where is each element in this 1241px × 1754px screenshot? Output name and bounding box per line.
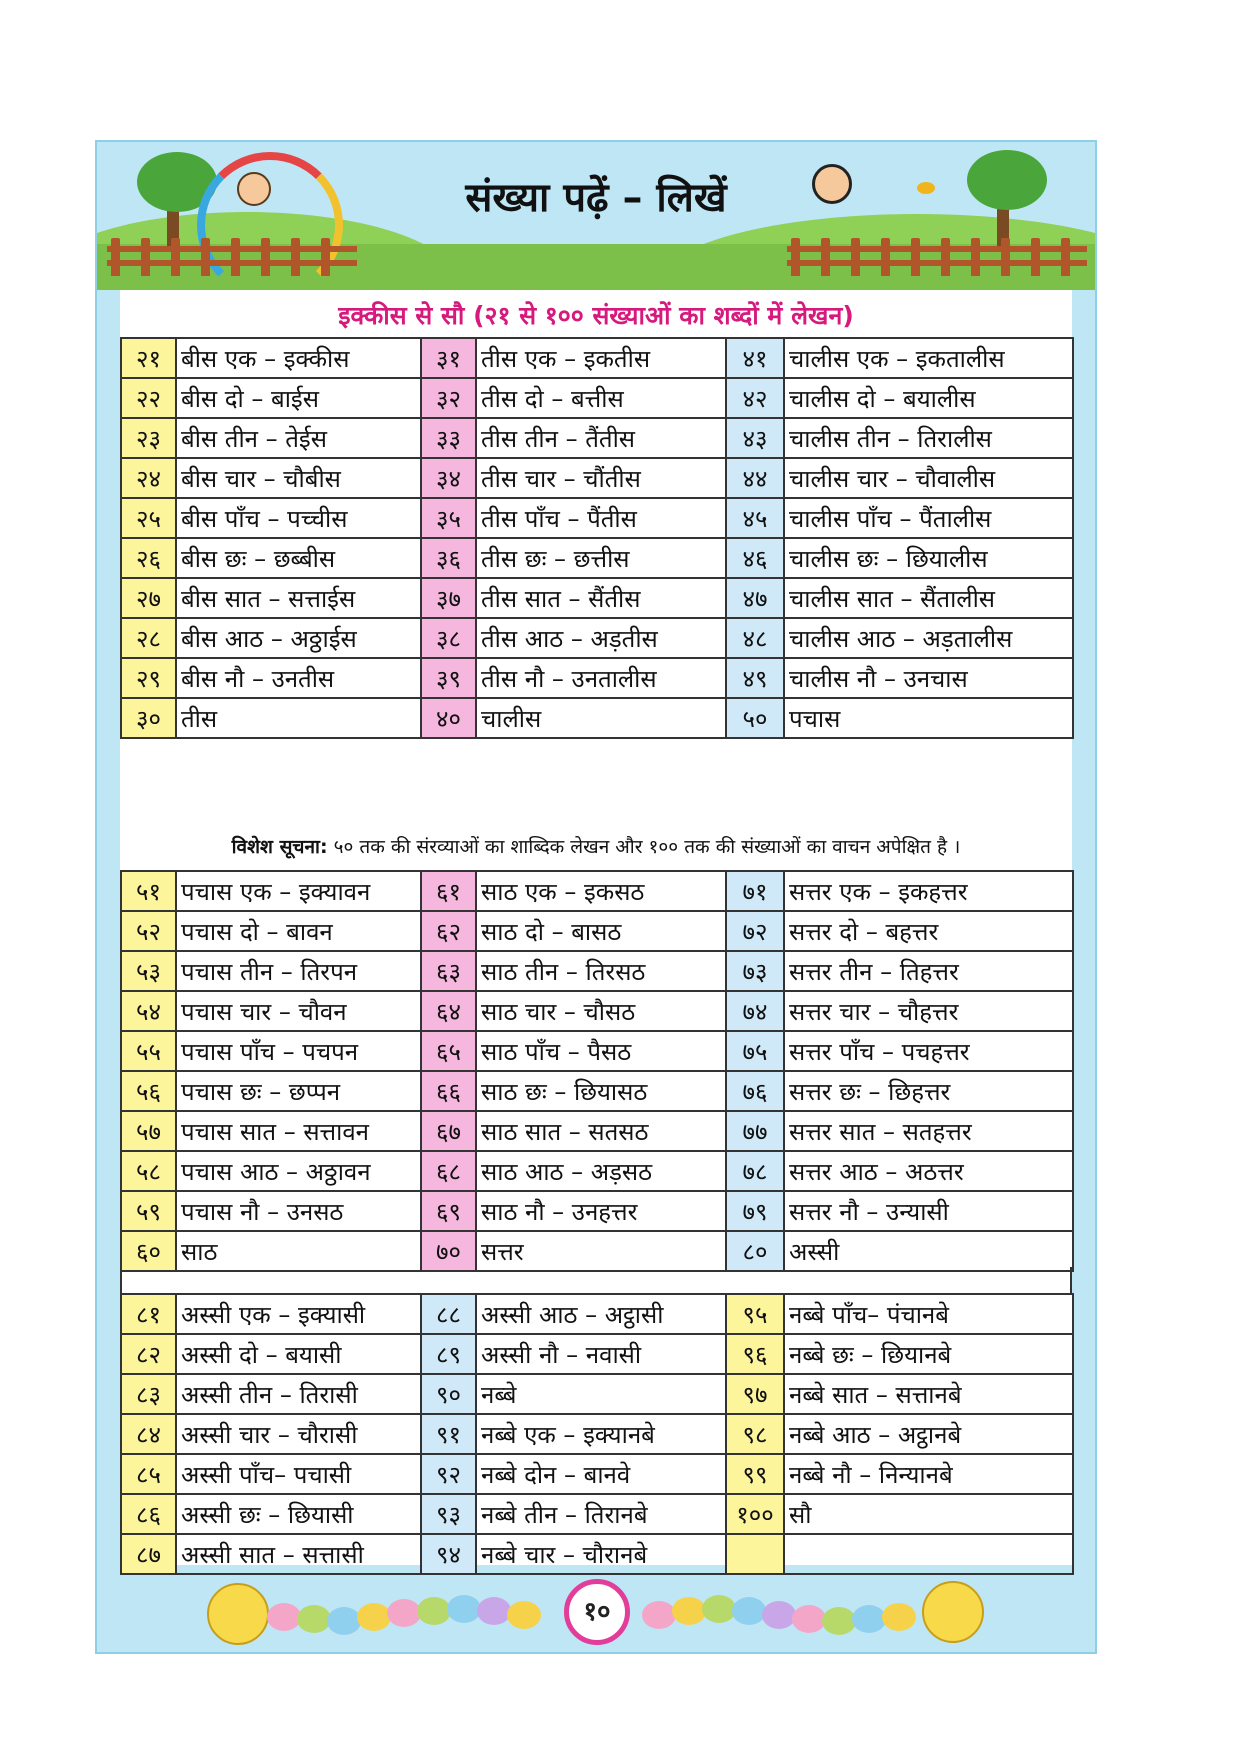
fence-post (821, 238, 830, 276)
number-cell: ८७ (121, 1534, 176, 1574)
words-cell: तीस एक – इकतीस (476, 338, 726, 378)
number-cell: ८६ (121, 1494, 176, 1534)
words-cell: अस्सी छः – छियासी (176, 1494, 421, 1534)
number-cell: ४८ (726, 618, 784, 658)
number-cell: ८१ (121, 1294, 176, 1334)
number-cell: १०० (726, 1494, 784, 1534)
words-cell: तीस तीन – तैंतीस (476, 418, 726, 458)
words-cell: तीस (176, 698, 421, 738)
table-row (121, 1231, 1073, 1271)
number-cell: ८८ (421, 1294, 476, 1334)
number-cell: ७४ (726, 991, 784, 1031)
words-cell: बीस नौ – उनतीस (176, 658, 421, 698)
words-cell: पचास एक – इक्यावन (176, 871, 421, 911)
words-cell: साठ (176, 1231, 421, 1271)
bead-icon (792, 1605, 826, 1633)
fence-post (1001, 238, 1010, 276)
words-cell: चालीस चार – चौवालीस (784, 458, 1073, 498)
number-cell: ५६ (121, 1071, 176, 1111)
note-text: ५० तक की संरव्याओं का शाब्दिक लेखन और १०० तक की संख्याओं का वाचन अपेक्षित है । (327, 836, 961, 858)
words-cell: सत्तर सात – सतहत्तर (784, 1111, 1073, 1151)
table-row (121, 1334, 1073, 1374)
page-frame (95, 140, 1097, 1654)
number-cell: ९२ (421, 1454, 476, 1494)
words-cell: नब्बे सात – सत्तानबे (784, 1374, 1073, 1414)
words-cell: चालीस नौ – उनचास (784, 658, 1073, 698)
words-cell: अस्सी नौ – नवासी (476, 1334, 726, 1374)
number-cell: ३८ (421, 618, 476, 658)
number-cell: ४५ (726, 498, 784, 538)
words-cell: सत्तर पाँच – पचहत्तर (784, 1031, 1073, 1071)
number-cell: ७७ (726, 1111, 784, 1151)
words-cell: पचास दो – बावन (176, 911, 421, 951)
fence-post (881, 238, 890, 276)
table-row (121, 658, 1073, 698)
bead-icon (642, 1601, 676, 1629)
number-cell: ५० (726, 698, 784, 738)
number-cell: ६९ (421, 1191, 476, 1231)
number-cell: ५९ (121, 1191, 176, 1231)
number-cell: २७ (121, 578, 176, 618)
words-cell: अस्सी तीन – तिरासी (176, 1374, 421, 1414)
words-cell: अस्सी एक – इक्यासी (176, 1294, 421, 1334)
number-cell: २४ (121, 458, 176, 498)
words-cell: नब्बे तीन – तिरानबे (476, 1494, 726, 1534)
words-cell: साठ दो – बासठ (476, 911, 726, 951)
words-cell: अस्सी सात – सत्तासी (176, 1534, 421, 1574)
number-cell: ८२ (121, 1334, 176, 1374)
special-note (120, 825, 1072, 869)
number-cell: ३२ (421, 378, 476, 418)
words-cell: साठ आठ – अड़सठ (476, 1151, 726, 1191)
words-cell: अस्सी (784, 1231, 1073, 1271)
number-cell: ६० (121, 1231, 176, 1271)
table-row (121, 378, 1073, 418)
words-cell: सत्तर (476, 1231, 726, 1271)
words-cell: सत्तर एक – इकहत्तर (784, 871, 1073, 911)
bead-icon (297, 1605, 331, 1633)
table-row (121, 1071, 1073, 1111)
words-cell: पचास पाँच – पचपन (176, 1031, 421, 1071)
number-cell: ९० (421, 1374, 476, 1414)
fence-post (1061, 238, 1070, 276)
number-cell: ३६ (421, 538, 476, 578)
caterpillar-face-icon (922, 1581, 984, 1643)
number-cell: ७१ (726, 871, 784, 911)
words-cell: नब्बे चार – चौरानबे (476, 1534, 726, 1574)
words-cell: बीस दो – बाईस (176, 378, 421, 418)
number-cell: ९९ (726, 1454, 784, 1494)
fence-post (201, 238, 210, 276)
bead-icon (822, 1607, 856, 1635)
number-cell: ३० (121, 698, 176, 738)
number-cell: ४७ (726, 578, 784, 618)
bead-icon (762, 1601, 796, 1629)
numbers-table-21-50 (120, 337, 1074, 739)
fence-post (141, 238, 150, 276)
words-cell: साठ पाँच – पैसठ (476, 1031, 726, 1071)
words-cell: तीस नौ – उनतालीस (476, 658, 726, 698)
fence-post (321, 238, 330, 276)
words-cell: साठ छः – छियासठ (476, 1071, 726, 1111)
number-cell: ६२ (421, 911, 476, 951)
table-row (121, 911, 1073, 951)
table-spacer (120, 1267, 1072, 1293)
table-row (121, 1151, 1073, 1191)
table-row (121, 698, 1073, 738)
table-row (121, 338, 1073, 378)
words-cell: पचास सात – सत्तावन (176, 1111, 421, 1151)
number-cell: ७२ (726, 911, 784, 951)
words-cell: बीस तीन – तेईस (176, 418, 421, 458)
table-row (121, 1454, 1073, 1494)
words-cell: पचास नौ – उनसठ (176, 1191, 421, 1231)
table-row (121, 1494, 1073, 1534)
number-cell: ६६ (421, 1071, 476, 1111)
words-cell: चालीस पाँच – पैंतालीस (784, 498, 1073, 538)
bead-icon (417, 1597, 451, 1625)
words-cell: पचास छः – छप्पन (176, 1071, 421, 1111)
words-cell: बीस एक – इक्कीस (176, 338, 421, 378)
number-cell: २९ (121, 658, 176, 698)
number-cell: २८ (121, 618, 176, 658)
caterpillar-face-icon (207, 1583, 269, 1645)
number-cell: ५७ (121, 1111, 176, 1151)
words-cell: अस्सी आठ – अट्ठासी (476, 1294, 726, 1334)
number-cell: ३७ (421, 578, 476, 618)
header-banner (97, 142, 1095, 290)
words-cell: नब्बे पाँच– पंचानबे (784, 1294, 1073, 1334)
number-cell: ६७ (421, 1111, 476, 1151)
number-cell: ५३ (121, 951, 176, 991)
table-row (121, 951, 1073, 991)
bead-icon (447, 1595, 481, 1623)
words-cell: बीस छः – छब्बीस (176, 538, 421, 578)
number-cell: ४६ (726, 538, 784, 578)
table-row (121, 1031, 1073, 1071)
numbers-table-51-80 (120, 870, 1074, 1272)
words-cell: पचास चार – चौवन (176, 991, 421, 1031)
number-cell: ८५ (121, 1454, 176, 1494)
words-cell: नब्बे (476, 1374, 726, 1414)
words-cell: सत्तर चार – चौहत्तर (784, 991, 1073, 1031)
number-cell: ९६ (726, 1334, 784, 1374)
fence-right-rail (787, 260, 1087, 266)
number-cell: ७८ (726, 1151, 784, 1191)
fence-post (791, 238, 800, 276)
words-cell: अस्सी दो – बयासी (176, 1334, 421, 1374)
words-cell: नब्बे दोन – बानवे (476, 1454, 726, 1494)
number-cell: ८४ (121, 1414, 176, 1454)
fence-post (111, 238, 120, 276)
note-label: विशेश सूचना: (231, 836, 328, 858)
words-cell: तीस चार – चौंतीस (476, 458, 726, 498)
number-cell: ८० (726, 1231, 784, 1271)
bead-icon (672, 1597, 706, 1625)
table-row (121, 418, 1073, 458)
fence-post (851, 238, 860, 276)
words-cell: चालीस छः – छियालीस (784, 538, 1073, 578)
number-cell: ३५ (421, 498, 476, 538)
number-cell: २६ (121, 538, 176, 578)
words-cell: तीस दो – बत्तीस (476, 378, 726, 418)
number-cell: ८९ (421, 1334, 476, 1374)
fence-post (971, 238, 980, 276)
number-cell: ९७ (726, 1374, 784, 1414)
number-cell: ३१ (421, 338, 476, 378)
page-number: १० (564, 1579, 630, 1645)
number-cell: ४४ (726, 458, 784, 498)
words-cell: पचास आठ – अठ्ठावन (176, 1151, 421, 1191)
content-panel (120, 290, 1072, 1569)
words-cell: बीस चार – चौबीस (176, 458, 421, 498)
number-cell: ३९ (421, 658, 476, 698)
words-cell: साठ एक – इकसठ (476, 871, 726, 911)
number-cell: ३३ (421, 418, 476, 458)
bead-icon (702, 1595, 736, 1623)
words-cell: साठ नौ – उनहत्तर (476, 1191, 726, 1231)
number-cell: ७५ (726, 1031, 784, 1071)
words-cell: नब्बे छः – छियानबे (784, 1334, 1073, 1374)
words-cell: सत्तर नौ – उन्यासी (784, 1191, 1073, 1231)
number-cell: २२ (121, 378, 176, 418)
words-cell: चालीस तीन – तिरालीस (784, 418, 1073, 458)
number-cell: ९४ (421, 1534, 476, 1574)
page-title: संख्या पढ़ें – लिखें (465, 175, 727, 221)
words-cell: सत्तर तीन – तिहत्तर (784, 951, 1073, 991)
words-cell: तीस सात – सैंतीस (476, 578, 726, 618)
words-cell: सत्तर आठ – अठत्तर (784, 1151, 1073, 1191)
number-cell: ४० (421, 698, 476, 738)
number-cell: २३ (121, 418, 176, 458)
number-cell: ५१ (121, 871, 176, 911)
number-cell: ६८ (421, 1151, 476, 1191)
words-cell: बीस आठ – अठ्ठाईस (176, 618, 421, 658)
fence-post (261, 238, 270, 276)
table-row (121, 1294, 1073, 1334)
words-cell: चालीस (476, 698, 726, 738)
words-cell: नब्बे एक – इक्यानबे (476, 1414, 726, 1454)
table-row (121, 1414, 1073, 1454)
number-cell: ८३ (121, 1374, 176, 1414)
number-cell: ५२ (121, 911, 176, 951)
number-cell: ७३ (726, 951, 784, 991)
number-cell: ९८ (726, 1414, 784, 1454)
words-cell: सत्तर छः – छिहत्तर (784, 1071, 1073, 1111)
table-row (121, 1111, 1073, 1151)
words-cell: साठ तीन – तिरसठ (476, 951, 726, 991)
number-cell: ७६ (726, 1071, 784, 1111)
words-cell: चालीस सात – सैंतालीस (784, 578, 1073, 618)
words-cell: तीस छः – छत्तीस (476, 538, 726, 578)
fence-post (941, 238, 950, 276)
number-cell: ४९ (726, 658, 784, 698)
words-cell: तीस पाँच – पैंतीस (476, 498, 726, 538)
number-cell: ५८ (121, 1151, 176, 1191)
words-cell: साठ सात – सतसठ (476, 1111, 726, 1151)
fence-right (787, 246, 1087, 252)
number-cell: ९३ (421, 1494, 476, 1534)
table-row (121, 458, 1073, 498)
number-cell: ४३ (726, 418, 784, 458)
table-row (121, 498, 1073, 538)
words-cell: सत्तर दो – बहत्तर (784, 911, 1073, 951)
fence-post (171, 238, 180, 276)
number-cell: ४१ (726, 338, 784, 378)
bead-icon (357, 1603, 391, 1631)
number-cell: ४२ (726, 378, 784, 418)
footer-caterpillar (97, 1565, 1095, 1652)
words-cell: बीस पाँच – पच्चीस (176, 498, 421, 538)
number-cell: ६३ (421, 951, 476, 991)
words-cell: चालीस एक – इकतालीस (784, 338, 1073, 378)
number-cell: ५५ (121, 1031, 176, 1071)
number-cell: ९५ (726, 1294, 784, 1334)
words-cell: अस्सी चार – चौरासी (176, 1414, 421, 1454)
number-cell: ७९ (726, 1191, 784, 1231)
number-cell: ७० (421, 1231, 476, 1271)
table-row (121, 871, 1073, 911)
words-cell: साठ चार – चौसठ (476, 991, 726, 1031)
words-cell: पचास तीन – तिरपन (176, 951, 421, 991)
words-cell: चालीस दो – बयालीस (784, 378, 1073, 418)
words-cell: चालीस आठ – अड़तालीस (784, 618, 1073, 658)
words-cell: पचास (784, 698, 1073, 738)
table-row (121, 618, 1073, 658)
number-cell: ९१ (421, 1414, 476, 1454)
number-cell: २५ (121, 498, 176, 538)
table-row (121, 1374, 1073, 1414)
bead-icon (882, 1603, 916, 1631)
bead-icon (732, 1597, 766, 1625)
table-row (121, 991, 1073, 1031)
fence-post (911, 238, 920, 276)
number-cell: ३४ (421, 458, 476, 498)
table-row (121, 1191, 1073, 1231)
number-cell: ५४ (121, 991, 176, 1031)
bead-icon (327, 1607, 361, 1635)
fence-post (291, 238, 300, 276)
words-cell: बीस सात – सत्ताईस (176, 578, 421, 618)
numbers-table-81-100 (120, 1293, 1074, 1575)
words-cell: नब्बे आठ – अट्ठानबे (784, 1414, 1073, 1454)
bead-icon (507, 1601, 541, 1629)
bead-icon (852, 1605, 886, 1633)
number-cell: २१ (121, 338, 176, 378)
fence-post (1031, 238, 1040, 276)
number-cell: ६५ (421, 1031, 476, 1071)
table-row (121, 538, 1073, 578)
subtitle: इक्कीस से सौ (२१ से १०० संख्याओं का शब्दों में लेखन) (338, 301, 854, 330)
bead-icon (477, 1597, 511, 1625)
table-row (121, 578, 1073, 618)
number-cell: ६४ (421, 991, 476, 1031)
words-cell: सौ (784, 1494, 1073, 1534)
words-cell: तीस आठ – अड़तीस (476, 618, 726, 658)
bead-icon (267, 1603, 301, 1631)
fence-post (231, 238, 240, 276)
words-cell: अस्सी पाँच– पचासी (176, 1454, 421, 1494)
bead-icon (387, 1599, 421, 1627)
number-cell: ६१ (421, 871, 476, 911)
words-cell: नब्बे नौ – निन्यानबे (784, 1454, 1073, 1494)
